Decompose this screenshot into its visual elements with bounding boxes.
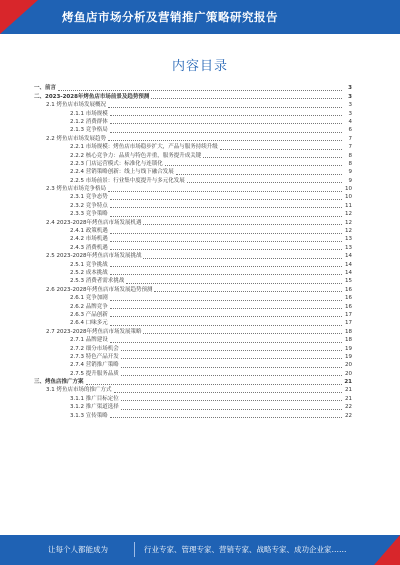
- toc-entry-title: 2.7.5 提升服务品质: [70, 370, 119, 377]
- toc-entry-title: 2.1.1 市场规模: [70, 110, 108, 117]
- toc-entry[interactable]: [34, 327, 352, 335]
- toc-entry-page: 13: [345, 244, 352, 251]
- toc-entry-title: 2.2 烤鱼店市场发展趋势: [46, 135, 106, 142]
- toc-entry[interactable]: [34, 394, 352, 402]
- toc-leader-dots: [121, 349, 342, 351]
- toc-leader-dots: [220, 148, 342, 150]
- toc-entry[interactable]: [34, 319, 352, 327]
- toc-entry[interactable]: [34, 369, 352, 377]
- toc-leader-dots: [108, 190, 342, 192]
- toc-entry-title: 2.4.3 消费机遇: [70, 244, 108, 251]
- toc-leader-dots: [86, 383, 342, 385]
- toc-entry[interactable]: [34, 285, 352, 293]
- toc-entry[interactable]: [34, 201, 352, 209]
- toc-entry[interactable]: [34, 294, 352, 302]
- toc-entry-page: 14: [345, 261, 352, 268]
- toc-leader-dots: [110, 215, 342, 217]
- footer-red-corner: [374, 535, 400, 565]
- toc-leader-dots: [110, 299, 342, 301]
- toc-entry-title: 2.2.2 核心竞争力：品质与特色并重，服务提升成关键: [70, 152, 202, 159]
- toc-entry-title: 2.1.2 消费群体: [70, 118, 108, 125]
- toc-entry[interactable]: [34, 176, 352, 184]
- toc-entry[interactable]: [34, 260, 352, 268]
- toc-entry-title: 2.4.1 政策机遇: [70, 228, 108, 235]
- report-title: 烤鱼店市场分析及营销推广策略研究报告: [62, 10, 278, 24]
- toc-entry-page: 16: [345, 286, 352, 293]
- report-footer: [0, 535, 400, 565]
- toc-entry-page: 9: [348, 177, 352, 184]
- toc-entry-title: 2.4.2 市场机遇: [70, 236, 108, 243]
- toc-entry-title: 2.3.2 竞争特点: [70, 202, 108, 209]
- toc-leader-dots: [110, 248, 342, 250]
- toc-entry[interactable]: [34, 101, 352, 109]
- toc-entry-page: 12: [345, 219, 352, 226]
- toc-leader-dots: [143, 223, 342, 225]
- toc-entry-title: 3.1.2 推广渠道选择: [70, 404, 119, 411]
- toc-entry-page: 3: [348, 110, 352, 117]
- toc-entry[interactable]: [34, 403, 352, 411]
- toc-entry-page: 15: [345, 278, 352, 285]
- footer-slogan: 让每个人都能成为: [48, 545, 108, 554]
- toc-entry-page: 21: [345, 387, 352, 394]
- toc-entry-title: 2.5 2023-2028年烤鱼店市场发展挑战: [46, 253, 142, 260]
- toc-leader-dots: [110, 232, 342, 234]
- toc-entry[interactable]: [34, 193, 352, 201]
- toc-leader-dots: [110, 416, 342, 418]
- toc-entry[interactable]: [34, 84, 352, 92]
- toc-entry[interactable]: [34, 151, 352, 159]
- toc-entry[interactable]: [34, 227, 352, 235]
- toc-leader-dots: [110, 265, 342, 267]
- toc-entry-page: 14: [345, 269, 352, 276]
- toc-entry-title: 一、前言: [34, 85, 57, 92]
- toc-entry-page: 9: [348, 169, 352, 176]
- toc-entry-title: 2.5.2 成本挑战: [70, 269, 108, 276]
- toc-leader-dots: [187, 181, 342, 183]
- toc-entry-title: 2.7.3 特色产品开发: [70, 353, 119, 360]
- toc-entry-title: 2.2.5 市场前景：行业集中度提升与多元化发展: [70, 177, 185, 184]
- toc-entry-page: 18: [345, 337, 352, 344]
- toc-entry[interactable]: [34, 378, 352, 386]
- toc-entry-title: 3.1 烤鱼店市场的推广方式: [46, 387, 112, 394]
- footer-targets: 行业专家、管理专家、营销专家、战略专家、成功企业家……: [144, 545, 347, 554]
- toc-entry-title: 2.3.3 竞争策略: [70, 211, 108, 218]
- toc-entry-title: 2.2.1 市场规模：烤鱼店市场稳步扩大，产品与服务持续升级: [70, 144, 218, 151]
- toc-leader-dots: [110, 206, 342, 208]
- toc-entry-page: 11: [345, 202, 352, 209]
- toc-entry-page: 10: [345, 194, 352, 201]
- toc-entry-title: 2.6.1 竞争加剧: [70, 295, 108, 302]
- toc-entry-page: 7: [348, 135, 352, 142]
- toc-leader-dots: [110, 324, 342, 326]
- toc-entry[interactable]: [34, 386, 352, 394]
- toc-leader-dots: [121, 408, 342, 410]
- toc-leader-dots: [203, 156, 342, 158]
- toc-leader-dots: [110, 240, 342, 242]
- toc-leader-dots: [110, 198, 342, 200]
- toc-entry[interactable]: [34, 252, 352, 260]
- toc-entry-page: 21: [345, 395, 352, 402]
- toc-entry-title: 2.3.1 竞争态势: [70, 194, 108, 201]
- toc-leader-dots: [110, 341, 342, 343]
- toc-entry-title: 2.1 烤鱼店市场发展概况: [46, 102, 106, 109]
- toc-entry-page: 22: [345, 404, 352, 411]
- toc-entry[interactable]: [34, 109, 352, 117]
- toc-leader-dots: [114, 391, 343, 393]
- toc-leader-dots: [121, 366, 342, 368]
- toc-entry[interactable]: [34, 269, 352, 277]
- toc-entry[interactable]: [34, 143, 352, 151]
- toc-entry[interactable]: [34, 168, 352, 176]
- toc-entry-page: 14: [345, 253, 352, 260]
- toc-entry-title: 2.6 2023-2028年烤鱼店市场发展趋势预测: [46, 286, 153, 293]
- toc-title: 内容目录: [171, 59, 228, 74]
- toc-entry-page: 19: [345, 345, 352, 352]
- toc-leader-dots: [108, 106, 342, 108]
- toc-entry-page: 4: [348, 118, 352, 125]
- toc-leader-dots: [121, 357, 342, 359]
- toc-entry-page: 21: [344, 379, 352, 386]
- toc-entry[interactable]: [34, 92, 352, 100]
- toc-entry-title: 2.6.4 口味多元: [70, 320, 108, 327]
- header-red-corner: [0, 0, 38, 34]
- toc-leader-dots: [121, 374, 342, 376]
- toc-entry[interactable]: [34, 160, 352, 168]
- toc-entry[interactable]: [34, 126, 352, 134]
- toc-entry[interactable]: [34, 344, 352, 352]
- toc-leader-dots: [108, 139, 342, 141]
- toc-entry-title: 2.5.1 竞争挑战: [70, 261, 108, 268]
- toc-entry[interactable]: [34, 243, 352, 251]
- toc-entry-page: 3: [348, 102, 352, 109]
- toc-leader-dots: [110, 122, 342, 124]
- toc-entry-page: 6: [348, 127, 352, 134]
- toc-entry[interactable]: [34, 277, 352, 285]
- toc-entry-page: 8: [348, 152, 352, 159]
- toc-entry-title: 3.1.3 宣传策略: [70, 412, 108, 419]
- toc-entry-title: 三、烤鱼店推广方案: [34, 379, 84, 386]
- table-of-contents: [34, 84, 352, 420]
- toc-entry-page: 7: [348, 144, 352, 151]
- toc-entry-page: 8: [348, 160, 352, 167]
- toc-entry-title: 2.7.4 营销推广策略: [70, 362, 119, 369]
- toc-entry-page: 3: [348, 85, 352, 92]
- toc-entry-page: 10: [345, 186, 352, 193]
- toc-entry-title: 2.2.3 门店运营模式：标准化与连锁化: [70, 160, 163, 167]
- toc-leader-dots: [151, 97, 342, 99]
- toc-leader-dots: [110, 307, 342, 309]
- toc-entry-title: 3.1.1 推广目标定位: [70, 395, 119, 402]
- toc-leader-dots: [58, 89, 342, 91]
- toc-entry[interactable]: [34, 185, 352, 193]
- toc-leader-dots: [154, 290, 342, 292]
- toc-entry-title: 2.6.3 产品创新: [70, 311, 108, 318]
- toc-entry-page: 16: [345, 303, 352, 310]
- toc-entry-title: 2.5.3 消费者需求挑战: [70, 278, 125, 285]
- toc-entry-page: 19: [345, 353, 352, 360]
- toc-entry-title: 2.7.1 品牌建设: [70, 337, 108, 344]
- toc-entry[interactable]: [34, 134, 352, 142]
- toc-entry-page: 17: [345, 320, 352, 327]
- toc-leader-dots: [126, 282, 342, 284]
- footer-divider: [134, 542, 135, 557]
- toc-entry-page: 17: [345, 311, 352, 318]
- toc-entry-title: 2.2.4 营销策略创新：线上与线下融合发展: [70, 169, 174, 176]
- toc-entry-title: 二、2023-2028年烤鱼店市场前景及趋势预测: [34, 93, 150, 100]
- toc-entry[interactable]: [34, 302, 352, 310]
- toc-entry-page: 12: [345, 228, 352, 235]
- toc-entry-page: 13: [345, 236, 352, 243]
- toc-entry[interactable]: [34, 411, 352, 419]
- report-header: [0, 0, 400, 34]
- toc-entry-page: 3: [348, 93, 352, 100]
- toc-entry-title: 2.7 2023-2028年烤鱼店市场发展策略: [46, 328, 142, 335]
- toc-entry-title: 2.4 2023-2028年烤鱼店市场发展机遇: [46, 219, 142, 226]
- toc-entry-title: 2.1.3 竞争格局: [70, 127, 108, 134]
- toc-entry[interactable]: [34, 353, 352, 361]
- toc-entry-title: 2.3 烤鱼店市场竞争格局: [46, 186, 106, 193]
- toc-leader-dots: [110, 131, 342, 133]
- toc-entry-page: 20: [345, 370, 352, 377]
- toc-leader-dots: [165, 164, 342, 166]
- toc-entry-page: 22: [345, 412, 352, 419]
- toc-entry-title: 2.6.2 品牌竞争: [70, 303, 108, 310]
- toc-entry-page: 12: [345, 211, 352, 218]
- toc-leader-dots: [176, 173, 342, 175]
- toc-entry[interactable]: [34, 311, 352, 319]
- toc-entry-page: 20: [345, 362, 352, 369]
- toc-entry[interactable]: [34, 210, 352, 218]
- toc-leader-dots: [110, 273, 342, 275]
- toc-entry-title: 2.7.2 细分市场机会: [70, 345, 119, 352]
- toc-entry-page: 18: [345, 328, 352, 335]
- toc-leader-dots: [110, 315, 342, 317]
- toc-entry[interactable]: [34, 336, 352, 344]
- toc-entry[interactable]: [34, 361, 352, 369]
- toc-leader-dots: [143, 257, 342, 259]
- toc-leader-dots: [121, 399, 342, 401]
- toc-entry[interactable]: [34, 118, 352, 126]
- toc-entry-page: 16: [345, 295, 352, 302]
- toc-entry[interactable]: [34, 235, 352, 243]
- toc-leader-dots: [143, 332, 342, 334]
- toc-leader-dots: [110, 114, 342, 116]
- toc-entry[interactable]: [34, 218, 352, 226]
